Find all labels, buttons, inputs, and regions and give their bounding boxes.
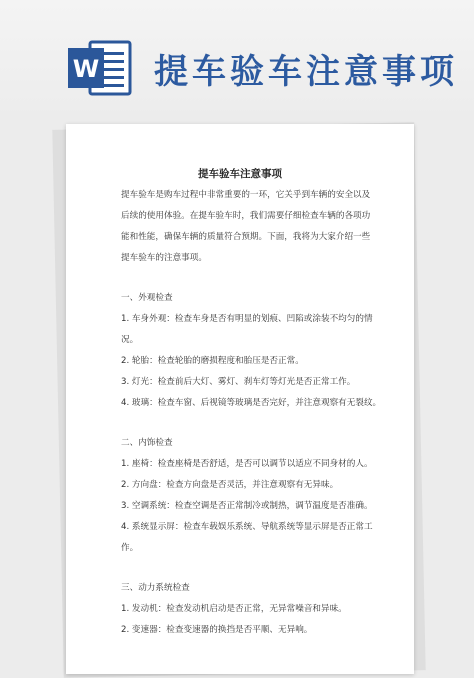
- list-item: 1. 车身外观：检查车身是否有明显的划痕、凹陷或涂装不均匀的情: [121, 314, 373, 324]
- word-icon: [66, 38, 132, 98]
- list-item: 1. 座椅：检查座椅是否舒适，是否可以调节以适应不同身材的人。: [121, 459, 373, 469]
- svg-text:W: W: [72, 55, 100, 83]
- section-heading: 三、动力系统检查: [121, 583, 190, 593]
- list-item: 2. 轮胎：检查轮胎的磨损程度和胎压是否正常。: [121, 356, 304, 366]
- intro-line: 能和性能，确保车辆的质量符合预期。下面，我将为大家介绍一些: [121, 232, 371, 242]
- section-heading: 一、外观检查: [121, 293, 173, 303]
- banner: [0, 0, 474, 120]
- list-item: 3. 灯光：检查前后大灯、雾灯、刹车灯等灯光是否正常工作。: [121, 377, 356, 387]
- list-item: 4. 玻璃：检查车窗、后视镜等玻璃是否完好，并注意观察有无裂纹。: [121, 398, 382, 408]
- list-item: 4. 系统显示屏：检查车载娱乐系统、导航系统等显示屏是否正常工: [121, 522, 373, 532]
- document-title: 提车验车注意事项: [198, 168, 282, 180]
- banner-title: 提车验车注意事项: [154, 52, 458, 92]
- list-item: 作。: [121, 543, 139, 553]
- list-item: 2. 方向盘：检查方向盘是否灵活，并注意观察有无异味。: [121, 480, 339, 490]
- list-item: 1. 发动机：检查发动机启动是否正常，无异常噪音和异味。: [121, 604, 347, 614]
- intro-line: 后续的使用体验。在提车验车时，我们需要仔细检查车辆的各项功: [121, 211, 371, 221]
- document-page: [66, 124, 414, 674]
- intro-line: 提车验车是购车过程中非常重要的一环，它关乎到车辆的安全以及: [121, 190, 371, 200]
- intro-line: 提车验车的注意事项。: [121, 253, 207, 263]
- list-item: 况。: [121, 335, 139, 345]
- section-heading: 二、内饰检查: [121, 438, 173, 448]
- list-item: 3. 空调系统：检查空调是否正常制冷或制热，调节温度是否准确。: [121, 501, 373, 511]
- list-item: 2. 变速器：检查变速器的换挡是否平顺、无异响。: [121, 625, 313, 635]
